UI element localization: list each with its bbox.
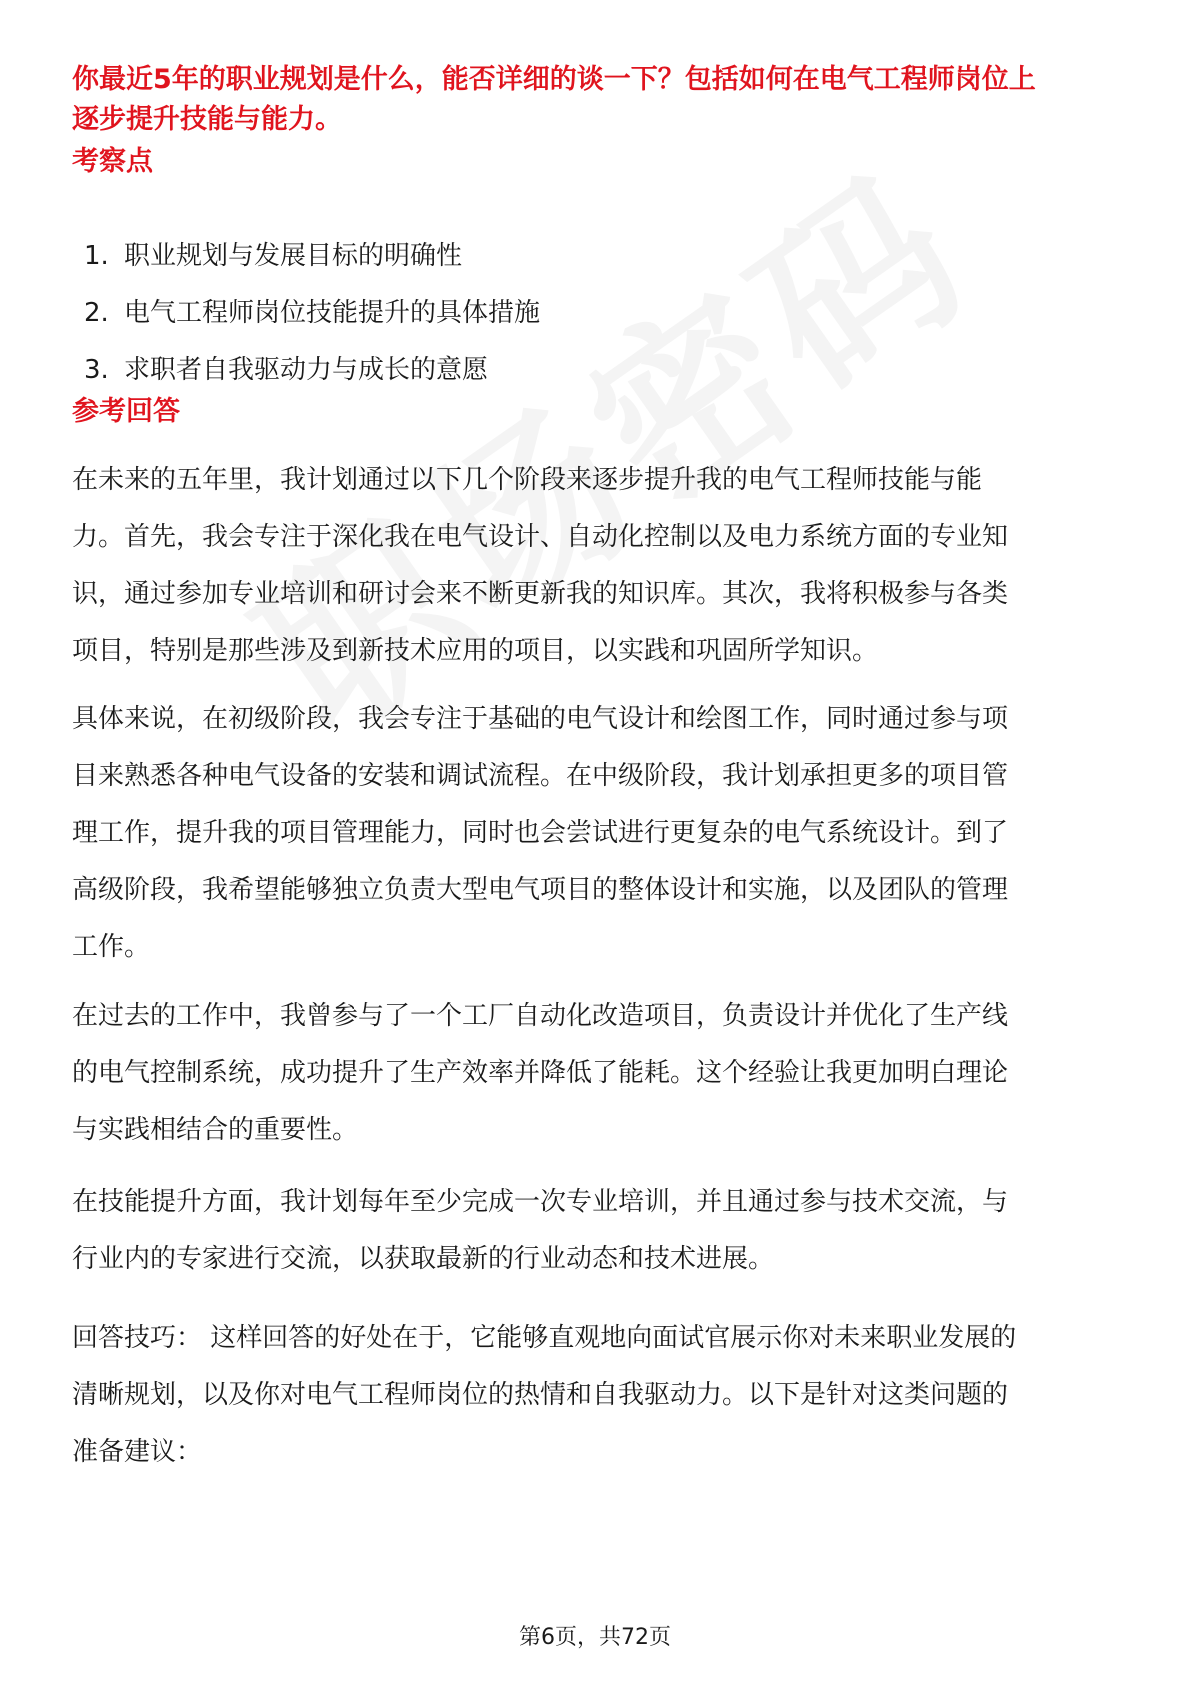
answer-paragraph-4: 在技能提升方面，我计划每年至少完成一次专业培训，并且通过参与技术交流，与 行业内的专家进行交流，以获取最新的行业动态和技术进展。	[72, 1187, 1009, 1274]
section-title-answer: 参考回答	[72, 396, 180, 427]
answer-paragraph-3: 在过去的工作中，我曾参与了一个工厂自动化改造项目，负责设计并优化了生产线 的电气控制系统，成功提升了生产效率并降低了能耗。这个经验让我更加明白理论 与实践相结合的重要性。	[72, 1001, 1009, 1145]
question-line-2: 逐步提升技能与能力。	[72, 104, 342, 135]
list-item: 1. 职业规划与发展目标的明确性	[84, 241, 463, 271]
list-item: 2. 电气工程师岗位技能提升的具体措施	[84, 298, 541, 328]
list-item: 3. 求职者自我驱动力与成长的意愿	[84, 355, 489, 385]
question-line-1: 你最近5年的职业规划是什么，能否详细的谈一下？包括如何在电气工程师岗位上	[72, 64, 1036, 95]
section-title-points: 考察点	[72, 146, 153, 177]
answer-paragraph-1: 在未来的五年里，我计划通过以下几个阶段来逐步提升我的电气工程师技能与能 力。首先，我会专注于深化我在电气设计、自动化控制以及电力系统方面的专业知 识，通过参加专业培训和研讨会来不断更新我的知识库。其次，我将积极参与各类 项目，特别是那些涉及到新技术应用的项目，以实践和巩固所学知识。	[72, 465, 1009, 666]
points-list	[84, 228, 540, 399]
answer-tips-paragraph: 回答技巧： 这样回答的好处在于，它能够直观地向面试官展示你对未来职业发展的 清晰规划，以及你对电气工程师岗位的热情和自我驱动力。以下是针对这类问题的 准备建议：	[72, 1323, 1017, 1467]
page-number: 第6页，共72页	[519, 1625, 671, 1650]
answer-paragraph-2: 具体来说，在初级阶段，我会专注于基础的电气设计和绘图工作，同时通过参与项 目来熟悉各种电气设备的安装和调试流程。在中级阶段，我计划承担更多的项目管 理工作，提升我的项目管理能力，同时也会尝试进行更复杂的电气系统设计。到了 高级阶段，我希望能够独立负责大型电气项目的整体设计和实施，以及团队的管理 工作。	[72, 704, 1009, 962]
question-heading	[72, 60, 1112, 140]
